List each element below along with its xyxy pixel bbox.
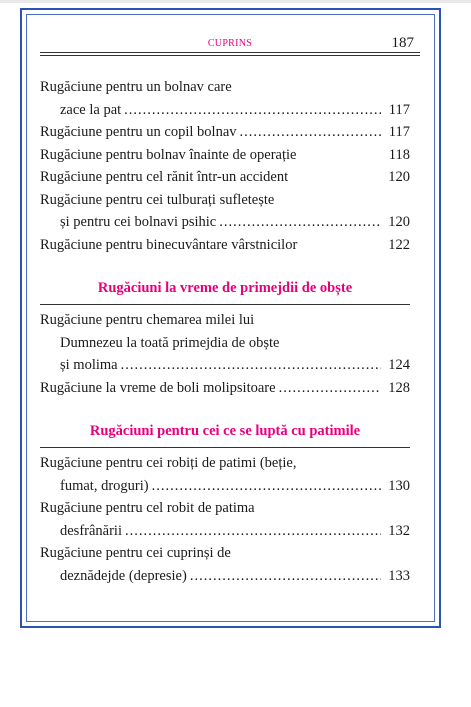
toc-page-number: 117 — [388, 101, 410, 118]
toc-entry-row — [60, 520, 410, 543]
toc-entry-row — [60, 99, 410, 122]
toc-entry-text: Rugăciune pentru cei robiți de patimi (beție, — [40, 455, 297, 471]
dot-leader — [219, 211, 381, 234]
toc-entry-text: Rugăciune pentru chemarea milei lui — [40, 312, 255, 328]
toc-page-number: 128 — [388, 379, 410, 396]
toc-entry-line — [40, 189, 410, 212]
toc-page-number: 124 — [388, 357, 410, 373]
toc-page-number: 133 — [388, 567, 410, 584]
toc-entry-text: deznădejde (depresie) — [60, 567, 187, 584]
toc-entry-text: Rugăciune la vreme de boli molipsitoare — [40, 379, 276, 396]
toc-entry-line — [40, 520, 410, 543]
header-rule-double — [40, 55, 420, 56]
toc-entry-line — [40, 234, 410, 257]
toc-entry-line — [40, 542, 410, 565]
toc-entry-line — [40, 497, 410, 520]
toc-entry-row — [60, 475, 410, 498]
dot-leader — [121, 354, 381, 377]
toc-entry — [40, 76, 410, 121]
header-title: CUPRINS — [207, 38, 253, 49]
section-rule — [40, 304, 410, 305]
toc-entry-text: Rugăciune pentru un copil bolnav — [40, 124, 237, 140]
top-bar — [0, 0, 471, 3]
section-spacer — [40, 399, 410, 419]
toc-page-number: 122 — [388, 236, 410, 253]
toc-entry — [40, 452, 410, 497]
toc-page-number: 120 — [388, 214, 410, 230]
toc-entry — [40, 377, 410, 400]
toc-entry-text: Dumnezeu la toată primejdia de obște — [60, 334, 280, 351]
toc-page-number: 132 — [388, 522, 410, 539]
header-rule — [40, 52, 420, 53]
section-heading: Rugăciuni pentru cei ce se luptă cu patimile — [89, 423, 361, 439]
toc-entry-line — [40, 565, 410, 588]
toc-entry-text: Rugăciune pentru cel robit de patima — [40, 500, 255, 516]
toc-entry-line — [40, 211, 410, 234]
dot-leader — [190, 565, 381, 588]
header-page-number: 187 — [391, 35, 414, 51]
section-rule — [40, 447, 410, 448]
table-of-contents — [40, 76, 410, 587]
dot-leader — [279, 377, 381, 400]
toc-entry-line — [40, 354, 410, 377]
dot-leader — [125, 520, 381, 543]
toc-entry-row — [40, 144, 410, 167]
toc-entry — [40, 542, 410, 587]
toc-entry-row — [60, 211, 410, 234]
section-heading: Rugăciuni la vreme de primejdii de obște — [97, 280, 353, 296]
toc-entry-line — [40, 76, 410, 99]
toc-entry — [40, 234, 410, 257]
section-spacer — [40, 256, 410, 276]
toc-entry-text: desfrânării — [60, 522, 122, 539]
dot-leader — [124, 99, 381, 122]
toc-entry — [40, 166, 410, 189]
toc-entry-text: Rugăciune pentru bolnav înainte de operație — [40, 146, 297, 163]
toc-entry-row — [40, 234, 410, 257]
toc-entry-line — [40, 144, 410, 167]
toc-entry-row — [40, 377, 410, 400]
toc-entry — [40, 189, 410, 234]
toc-entry — [40, 497, 410, 542]
toc-entry-text: Rugăciune pentru binecuvântare vârstnicilor — [40, 236, 298, 253]
toc-entry-text: Rugăciune pentru cei cuprinși de — [40, 545, 231, 561]
toc-entry-row — [60, 565, 410, 588]
toc-entry-line — [40, 332, 410, 355]
dot-leader — [152, 475, 381, 498]
toc-entry-line — [40, 166, 410, 189]
toc-entry — [40, 144, 410, 167]
toc-entry-text: fumat, droguri) — [60, 477, 149, 494]
toc-entry-text: Rugăciune pentru cei tulburați sufletește — [40, 191, 275, 208]
dot-leader — [240, 121, 381, 144]
toc-page-number: 117 — [388, 124, 410, 140]
page-header — [40, 28, 420, 58]
toc-entry-text: Rugăciune pentru un bolnav care — [40, 79, 232, 95]
toc-entry-line — [40, 99, 410, 122]
toc-entry-text: zace la pat — [60, 101, 122, 118]
toc-entry-row — [40, 166, 410, 189]
toc-entry-text: Rugăciune pentru cel rănit într-un accident — [40, 169, 289, 185]
toc-entry-line — [40, 309, 410, 332]
toc-entry-line — [40, 121, 410, 144]
toc-entry-line — [40, 475, 410, 498]
toc-entry-row — [60, 354, 410, 377]
toc-entry — [40, 309, 410, 377]
toc-entry-line — [40, 377, 410, 400]
toc-page-number: 120 — [388, 169, 410, 185]
toc-entry — [40, 121, 410, 144]
toc-entry-line — [40, 452, 410, 475]
toc-page-number: 118 — [388, 146, 410, 163]
toc-entry-text: și molima — [60, 357, 118, 373]
toc-page-number: 130 — [388, 477, 410, 494]
toc-entry-text: și pentru cei bolnavi psihic — [60, 214, 217, 230]
toc-entry-row — [40, 121, 410, 144]
